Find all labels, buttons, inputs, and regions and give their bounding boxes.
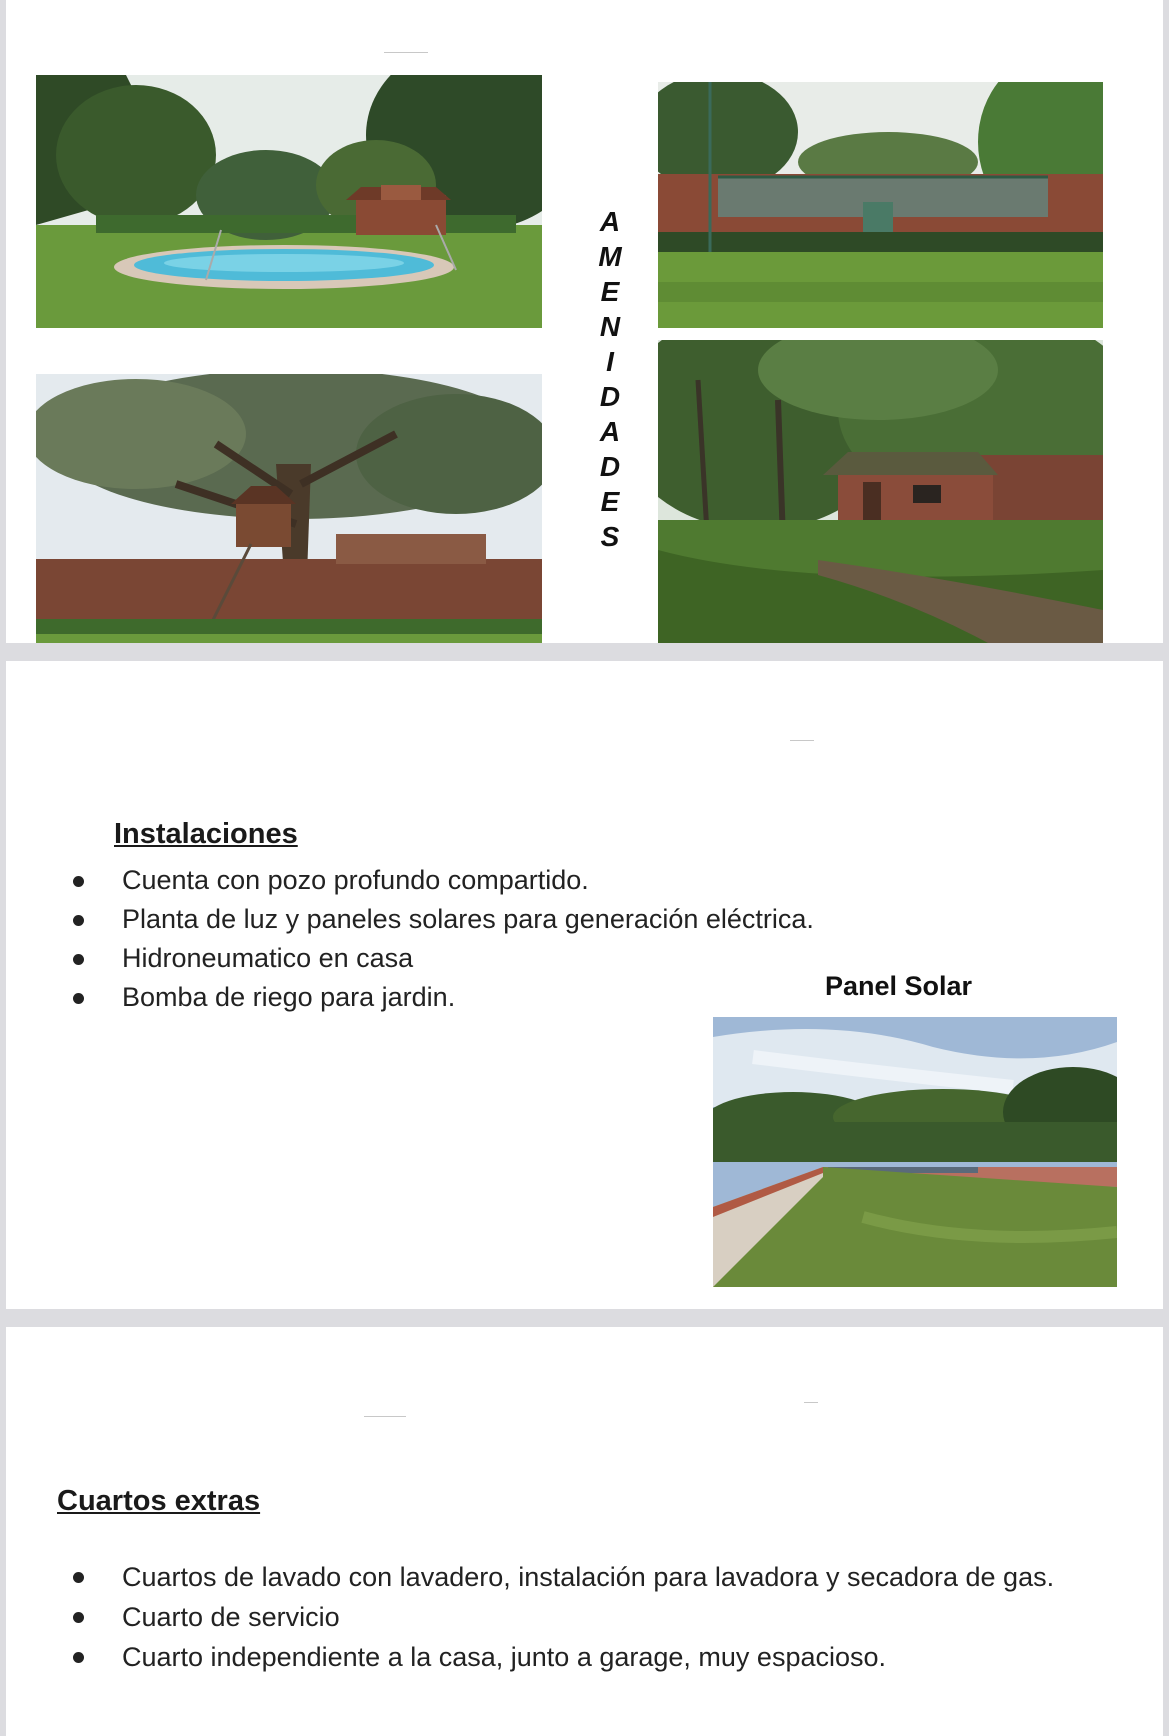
cuartos-extras-heading: Cuartos extras — [57, 1485, 261, 1517]
title-letter: A — [599, 206, 621, 237]
scan-speck — [804, 1402, 818, 1403]
list-item: Planta de luz y paneles solares para generación eléctrica. — [64, 900, 814, 939]
page-cuartos-extras — [6, 1327, 1163, 1736]
list-item: Bomba de riego para jardin. — [64, 978, 814, 1017]
amenidades-vertical-title — [598, 204, 622, 554]
cabin-photo — [658, 340, 1103, 643]
instalaciones-list — [64, 861, 814, 1017]
cuartos-extras-list — [64, 1557, 1054, 1677]
page-amenidades — [6, 0, 1163, 643]
title-letter: S — [600, 521, 620, 552]
title-letter: N — [599, 311, 621, 342]
title-letter: D — [599, 451, 621, 482]
instalaciones-heading: Instalaciones — [114, 818, 298, 850]
scan-speck — [384, 52, 428, 53]
page-instalaciones — [6, 661, 1163, 1309]
title-letter: I — [606, 346, 614, 377]
title-letter: A — [599, 416, 621, 447]
panel-solar-caption: Panel Solar — [825, 971, 973, 1001]
treehouse-photo — [36, 374, 542, 643]
list-item: Cuarto independiente a la casa, junto a garage, muy espacioso. — [64, 1637, 1054, 1677]
list-item: Cuarto de servicio — [64, 1597, 1054, 1637]
list-item: Hidroneumatico en casa — [64, 939, 814, 978]
title-letter: E — [600, 486, 620, 517]
scan-speck — [364, 1416, 406, 1417]
tennis-court-photo — [658, 82, 1103, 328]
list-item: Cuartos de lavado con lavadero, instalación para lavadora y secadora de gas. — [64, 1557, 1054, 1597]
solar-panel-field-photo — [713, 1017, 1117, 1287]
title-letter: D — [599, 381, 621, 412]
pool-photo — [36, 75, 542, 328]
scan-speck — [790, 740, 814, 741]
title-letter: E — [600, 276, 620, 307]
title-letter: M — [598, 241, 622, 272]
list-item: Cuenta con pozo profundo compartido. — [64, 861, 814, 900]
